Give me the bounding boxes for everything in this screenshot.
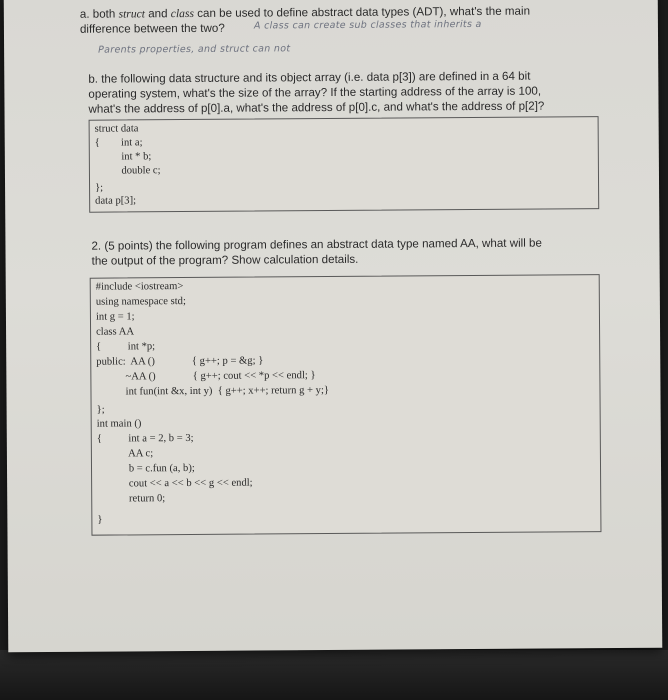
code-line: { int a = 2, b = 3; xyxy=(96,432,194,445)
q2-code-box xyxy=(90,274,602,536)
q1b-line3: what's the address of p[0].a, what's the address of p[0].c, and what's the address of p[2]? xyxy=(88,99,545,116)
code-line: { int *p; xyxy=(96,341,156,353)
code-line: using namespace std; xyxy=(95,296,186,308)
code-line: class AA xyxy=(96,326,135,338)
q1a-rest: can be used to define abstract data types (ADT), what's the main xyxy=(197,4,531,20)
q1a-struct-word: struct xyxy=(118,7,146,21)
q1a-class-word: class xyxy=(170,6,195,21)
code-line: public: AA () { g++; p = &g; } xyxy=(96,355,264,368)
code-line: int g = 1; xyxy=(95,311,135,323)
q1b-line1: b. the following data structure and its object array (i.e. data p[3]) are defined in a 64 bit xyxy=(88,69,531,86)
code-line: data p[3]; xyxy=(95,195,137,207)
code-line: int main () xyxy=(96,418,142,430)
code-line: AA c; xyxy=(96,448,154,460)
q1a-prefix: a. both xyxy=(79,7,116,21)
code-line: int * b; xyxy=(94,151,152,163)
code-line: return 0; xyxy=(97,493,166,505)
code-line: cout << a << b << g << endl; xyxy=(97,477,253,490)
code-line: }; xyxy=(96,404,105,416)
code-line: b = c.fun (a, b); xyxy=(96,462,195,475)
code-line: ~AA () { g++; cout << *p << endl; } xyxy=(96,370,316,383)
code-line: struct data xyxy=(94,123,139,135)
code-line: double c; xyxy=(94,165,161,177)
paper-sheet xyxy=(4,0,663,652)
q1a-handwritten-answer-1: A class can create sub classes that inherits a xyxy=(253,18,482,32)
q1a-line2: difference between the two? xyxy=(79,21,225,36)
code-line: { int a; xyxy=(94,137,143,149)
q1b-line2: operating system, what's the size of the array? If the starting address of the array is 100, xyxy=(88,84,542,101)
q1b-code-box xyxy=(89,116,600,213)
code-line: #include <iostream> xyxy=(95,281,184,293)
q2-line1: 2. (5 points) the following program defines an abstract data type named AA, what will be xyxy=(91,236,542,253)
code-line: int fun(int &x, int y) { g++; x++; return g + y;} xyxy=(96,385,330,398)
q1a-and-word: and xyxy=(148,7,168,21)
code-line: } xyxy=(97,514,103,526)
q2-line2: the output of the program? Show calculation details. xyxy=(91,252,359,268)
code-line: }; xyxy=(95,182,104,194)
desk-background xyxy=(0,650,668,700)
q1a-handwritten-answer-2: Parents properties, and struct can not xyxy=(98,43,291,56)
